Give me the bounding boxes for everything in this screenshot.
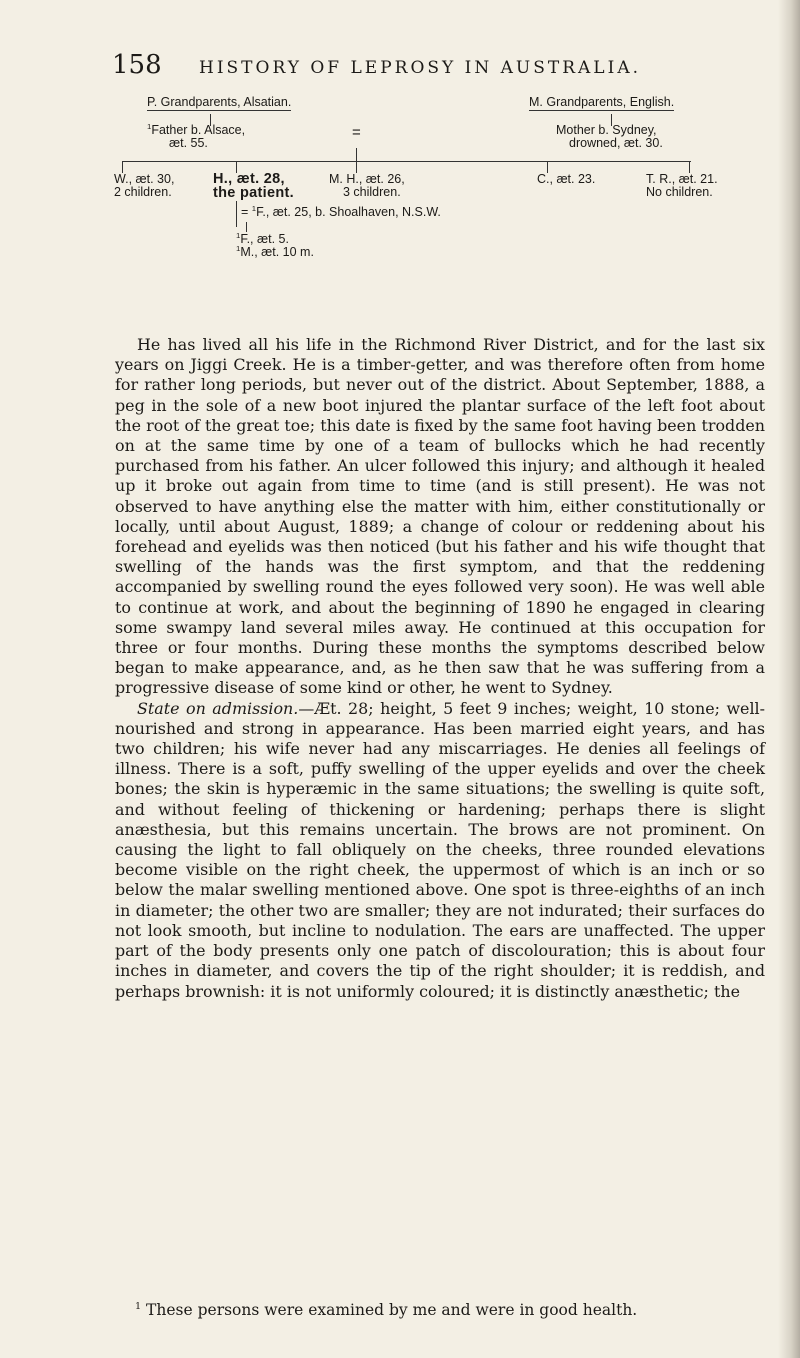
child-2-footnote-mark: 1 <box>236 243 241 253</box>
sibling-h-line2: the patient. <box>213 185 294 201</box>
case-history-text <box>115 335 765 1002</box>
patient-descent-line <box>236 201 237 227</box>
sibling-tr-line2: No children. <box>646 185 713 199</box>
admission-text: —Æt. 28; height, 5 feet 9 inches; weight, 10 stone; well-nourished and strong in appearance. Has been married eight years, and has two children; his wife never had any miscarriages. He denies all feelings of illness. There is a soft, puffy swelling of the upper eyelids and over the cheek bones; the skin is hyperæmic in the same situations; the swelling is quite soft, and without feeling of thickening or hardening; perhaps there is slight anæsthesia, but this remains uncertain. The brows are not prominent. On causing the light to fall obliquely on the cheeks, three rounded elevations become visible on the right cheek, the uppermost of which is an inch or so below the malar swelling mentioned above. One spot is three-eighths of an inch in diameter; the other two are smaller; they are not indurated; their surfaces do not look smooth, but incline to nodulation. The ears are unaffected. The upper part of the body presents only one patch of discolouration; this is about four inches in diameter, and covers the tip of the right shoulder; it is reddish, and perhaps brownish: it is not uniformly coloured; it is distinctly anæsthetic; the <box>115 698 765 1001</box>
sibling-c-line1: C., æt. 23. <box>537 172 596 186</box>
footnote <box>135 1300 775 1320</box>
state-on-admission-label: State on admission. <box>137 698 299 718</box>
sibling-w-line1: W., æt. 30, <box>114 172 175 186</box>
children-descent-line <box>246 222 247 232</box>
page-number: 158 <box>112 50 162 80</box>
paternal-grandparents-heading: P. Grandparents, Alsatian. <box>147 95 292 109</box>
father-line-1: Father b. Alsace, <box>151 123 246 137</box>
father-footnote-mark: 1 <box>147 121 152 131</box>
child-2-text: M., æt. 10 m. <box>240 245 314 259</box>
wife-footnote-mark: 1 <box>251 203 257 213</box>
maternal-grandparents-heading: M. Grandparents, English. <box>529 95 675 109</box>
sibling-h-line1: H., æt. 28, <box>213 171 285 187</box>
parents-descent-line <box>356 148 357 161</box>
child-1-footnote-mark: 1 <box>236 230 241 240</box>
wife-marriage-sign: = <box>241 205 252 219</box>
running-title: HISTORY OF LEPROSY IN AUSTRALIA. <box>199 58 641 78</box>
marriage-sign: = <box>352 124 361 141</box>
child-2-entry <box>236 243 314 259</box>
father-age: æt. 55. <box>169 136 208 150</box>
admission-paragraph <box>115 699 765 1002</box>
mother-entry: Mother b. Sydney, <box>556 123 657 137</box>
wife-text: F., æt. 25, b. Shoalhaven, N.S.W. <box>256 205 441 219</box>
child-1-text: F., æt. 5. <box>240 232 289 246</box>
footnote-mark: 1 <box>135 1300 142 1312</box>
sibling-tr-line1: T. R., æt. 21. <box>646 172 718 186</box>
wife-entry <box>241 203 441 219</box>
sibling-mh-line2: 3 children. <box>343 185 401 199</box>
footnote-text: These persons were examined by me and were in good health. <box>146 1301 638 1319</box>
sibling-mh-line1: M. H., æt. 26, <box>329 172 405 186</box>
pedigree-chart <box>0 0 800 300</box>
siblings-bar <box>122 161 691 162</box>
history-paragraph: He has lived all his life in the Richmond River District, and for the last six years on Jiggi Creek. He is a timber-getter, and was therefore often from home for rather long periods, but never out of the district. About September, 1888, a peg in the sole of a new boot injured the plantar surface of the left foot about the root of the great toe; this date is fixed by the same foot having been trodden on at the same time by one of a team of bullocks which he had recently purchased from his father. An ulcer followed this injury; and although it healed up it broke out again from time to time (and is still present). He was not observed to have anything else the matter with him, either constitutionally or locally, until about August, 1889; a change of colour or reddening about his forehead and eyelids was then noticed (but his father and his wife thought that swelling of the hands was the first symptom, and that the reddening accompanied by swelling round the eyes followed very soon). He was well able to continue at work, and about the beginning of 1890 he engaged in clearing some swampy land several miles away. He continued at this occupation for three or four months. During these months the symptoms described below began to make appearance, and, as he then saw that he was suffering from a progressive disease of some kind or other, he went to Sydney. <box>115 335 765 698</box>
sibling-w-line2: 2 children. <box>114 185 172 199</box>
mother-death: drowned, æt. 30. <box>569 136 663 150</box>
